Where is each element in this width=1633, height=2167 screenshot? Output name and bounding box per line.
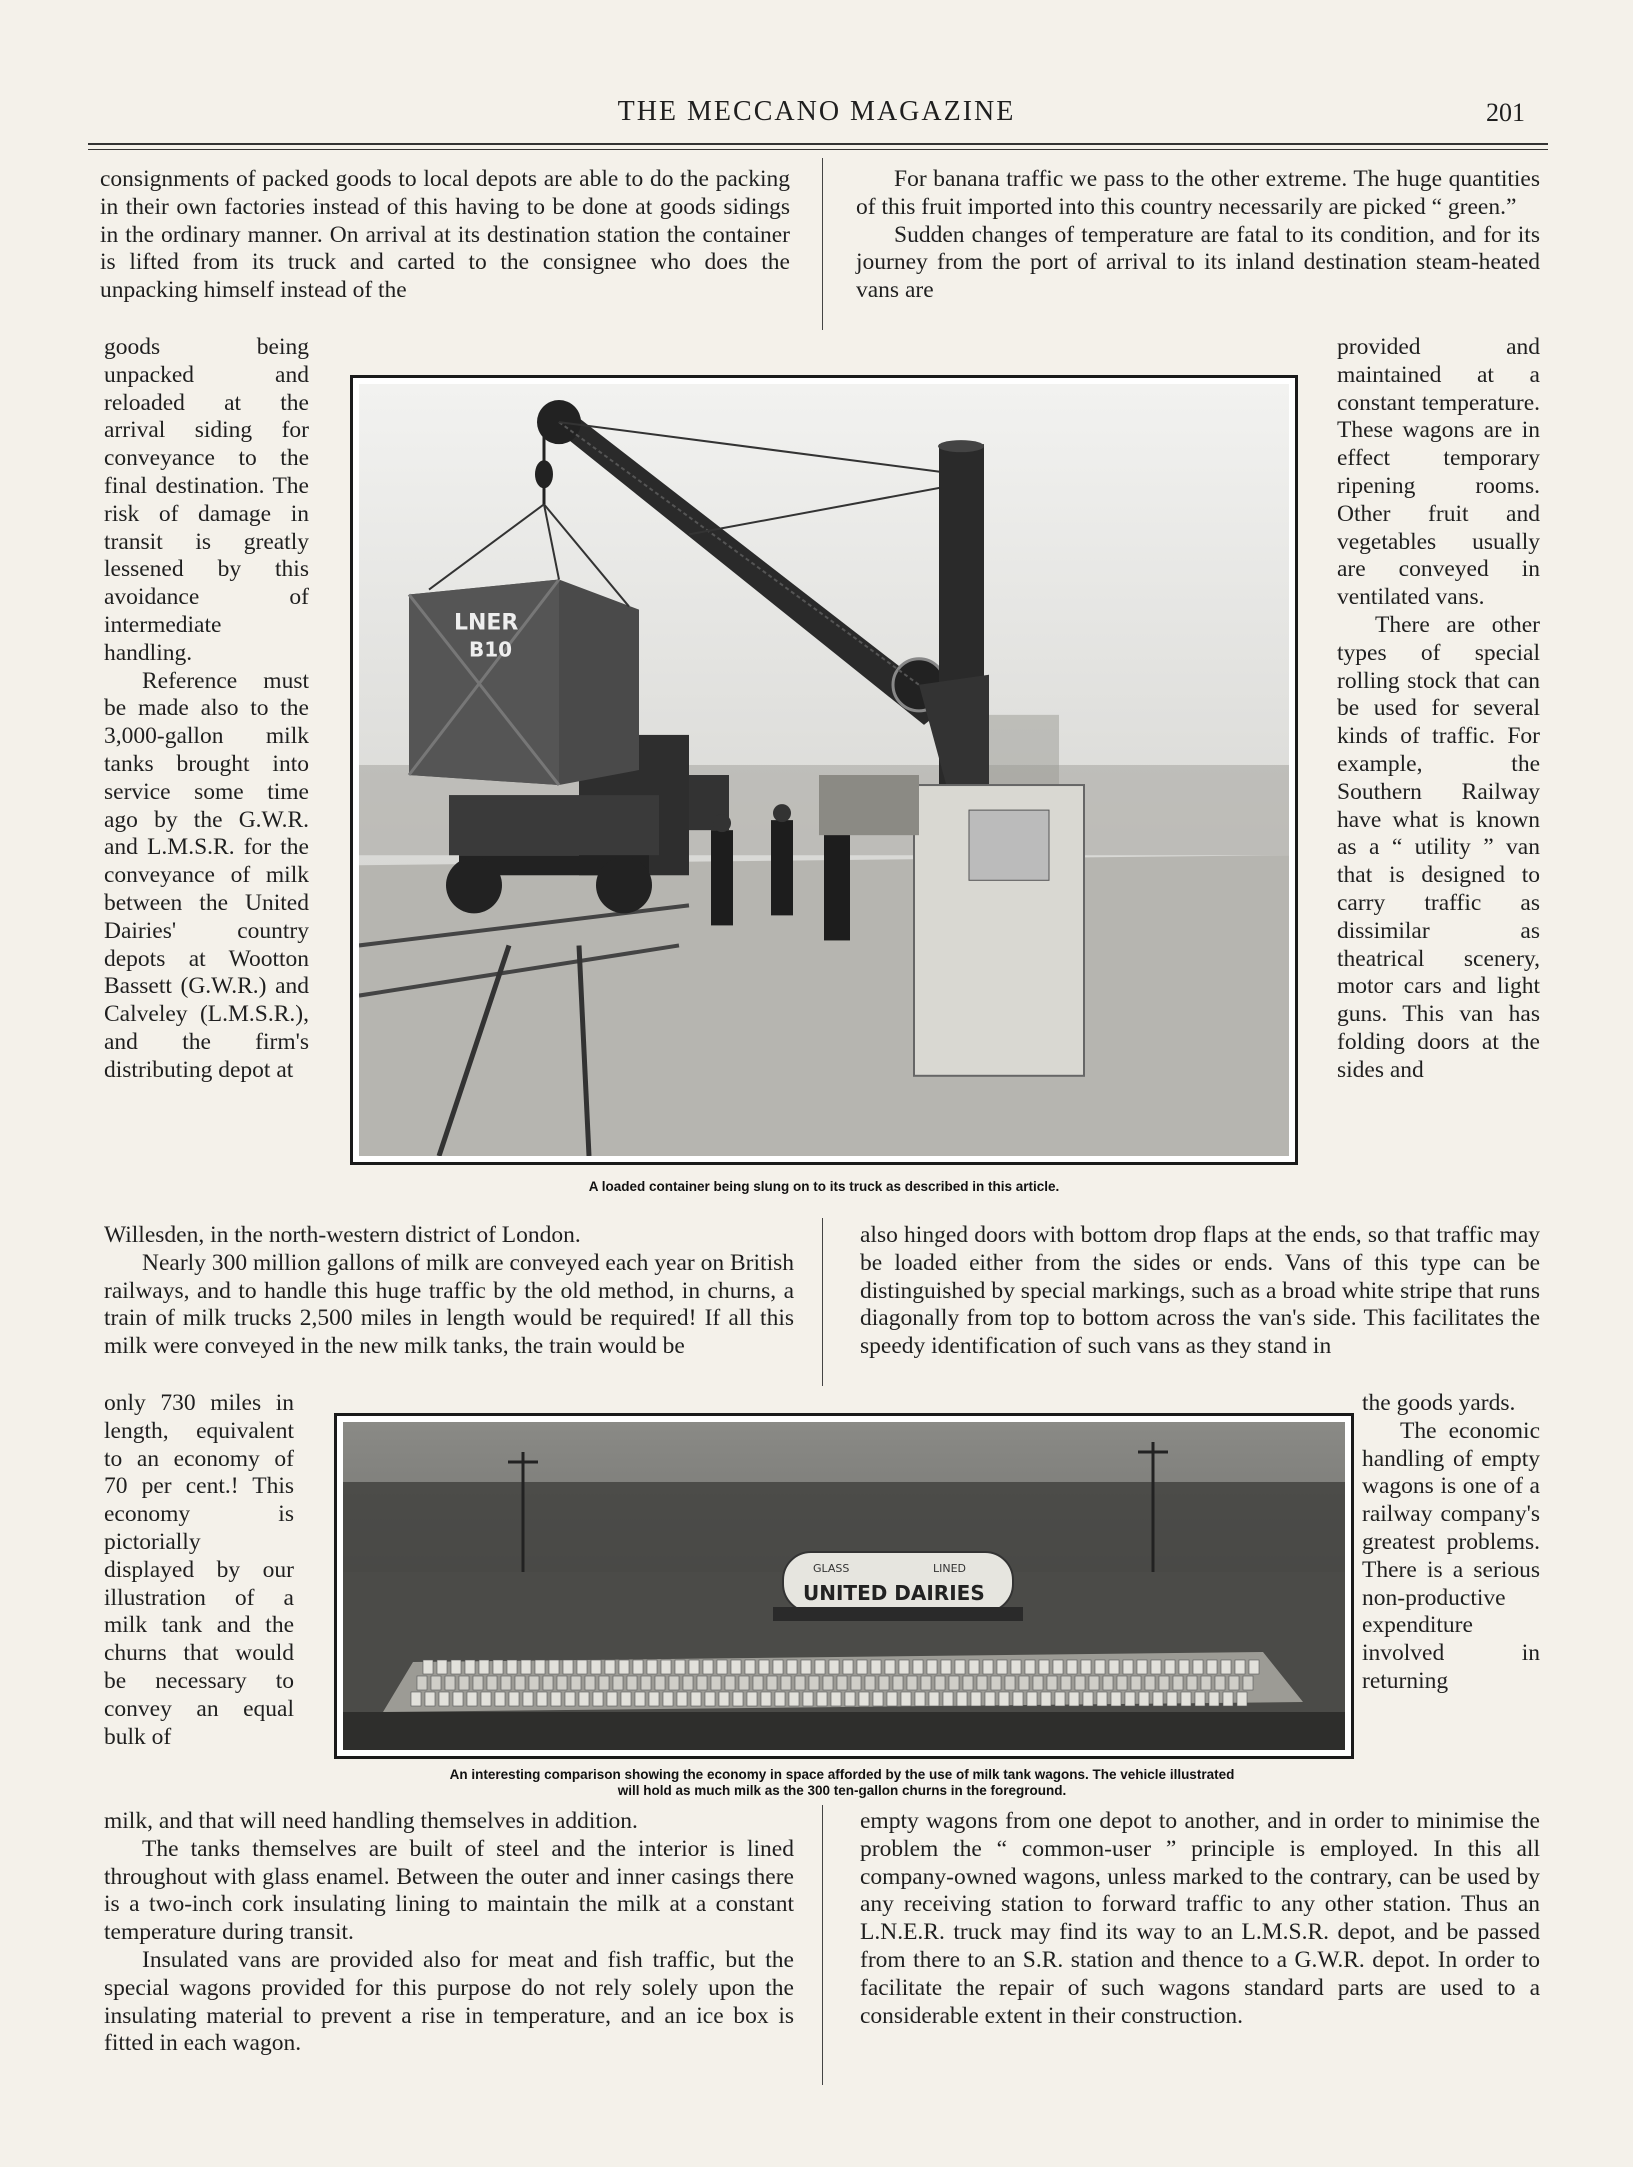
tank-text-2: LINED [933, 1562, 967, 1575]
figure-milk-tank-caption [322, 1767, 1362, 1799]
paragraph: provided and maintained at a constant temperature. These wagons are in effect temporary ripening rooms. Other fruit and vegetables usually are conveyed in ventilated vans. [1337, 334, 1540, 611]
container-marking-2: B10 [469, 637, 513, 662]
left-bottom-text [104, 1808, 794, 2058]
figure-milk-tank-photo [334, 1413, 1354, 1759]
milk-tank-illustration [343, 1422, 1345, 1750]
paragraph: The economic handling of empty wagons is one of a railway company's greatest problems. There is a serious non-productive expenditure involved in returning [1362, 1417, 1540, 1694]
right-narrow-text-1 [1337, 334, 1540, 1085]
column-divider-top [822, 158, 823, 330]
tank-text-3: UNITED DAIRIES [803, 1581, 985, 1605]
right-column-top-text [856, 166, 1540, 305]
figure-crane-caption: A loaded container being slung on to its truck as described in this article. [588, 1179, 1060, 1194]
header-rule-thin [88, 149, 1548, 150]
paragraph: Nearly 300 million gallons of milk are conveyed each year on British railways, and to handle this huge traffic by the old method, in churns, a train of milk trucks 2,500 miles in length would be required! If all this milk were conveyed in the new milk tanks, the train would be [104, 1249, 794, 1360]
right-narrow-text-3 [1362, 1390, 1540, 1696]
left-mid-text [104, 1222, 794, 1361]
right-bottom-text: empty wagons from one depot to another, and in order to minimise the problem the “ common-user ” principle is employed. In this all company-owned wagons, unless marked to the contrary, can be used by any receiving station to forward traffic to any other station. Thus an L.N.E.R. truck may find its way to an L.M.S.R. depot, and be passed from there to an S.R. station and thence to a G.W.R. depot. In order to facilitate the repair of such wagons standard parts are used to a considerable extent in their construction. [860, 1808, 1540, 2029]
figure-crane-photo [350, 375, 1298, 1165]
paragraph: Insulated vans are provided also for meat and fish traffic, but the special wagons provided for this purpose do not rely solely upon the insulating material to prevent a rise in temperature, and an ice box is fitted in each wagon. [104, 1946, 794, 2057]
page-header-title: THE MECCANO MAGAZINE [617, 96, 1016, 127]
paragraph: The tanks themselves are built of steel and the interior is lined throughout with glass enamel. Between the outer and inner casings there is a two-inch cork insulating lining to maintain the milk at a constant temperature during transit. [104, 1835, 794, 1946]
tank-text-1: GLASS [813, 1562, 850, 1575]
crane-illustration [359, 384, 1289, 1156]
paragraph: goods being unpacked and reloaded at the arrival siding for conveyance to the final destination. The risk of damage in transit is greatly lessened by this avoidance of intermediate handling. [104, 334, 309, 666]
column-divider-middle [822, 1218, 823, 1386]
column-divider-bottom [822, 1805, 823, 2085]
caption-line: An interesting comparison showing the economy in space afforded by the use of milk tank wagons. The vehicle illustrated [449, 1767, 1235, 1782]
right-mid-text: also hinged doors with bottom drop flaps at the ends, so that traffic may be loaded either from the sides or ends. Vans of this type can be distinguished by special markings, such as a broad white stripe that runs diagonally from top to bottom across the van's side. This facilitates the speedy identification of such vans as they stand in [860, 1222, 1540, 1360]
paragraph: Reference must be made also to the 3,000-gallon milk tanks brought into service some time ago by the G.W.R. and L.M.S.R. for the conveyance of milk between the United Dairies' country depots at Wootton Bassett (G.W.R.) and Calveley (L.M.S.R.), and the firm's distributing depot at [104, 667, 309, 1083]
header-rule [88, 143, 1548, 145]
left-narrow-text-3: only 730 miles in length, equivalent to an economy of 70 per cent.! This economy is pictorially displayed by our illustration of a milk tank and the churns that would be necessary to convey an equal bulk of [104, 1390, 294, 1750]
paragraph: Sudden changes of temperature are fatal to its condition, and for its journey from the port of arrival to its inland destination steam-heated vans are [856, 221, 1540, 304]
caption-line: will hold as much milk as the 300 ten-gallon churns in the foreground. [617, 1783, 1067, 1798]
paragraph: For banana traffic we pass to the other extreme. The huge quantities of this fruit imported into this country necessarily are picked “ green.” [856, 166, 1540, 220]
page-number: 201 [1486, 98, 1525, 127]
paragraph: milk, and that will need handling themselves in addition. [104, 1808, 638, 1834]
paragraph: There are other types of special rolling stock that can be used for several kinds of traffic. For example, the Southern Railway have what is known as a “ utility ” van that is designed to carry traffic as dissimilar as theatrical scenery, motor cars and light guns. This van has folding doors at the sides and [1337, 611, 1540, 1083]
paragraph: Willesden, in the north-western district of London. [104, 1222, 581, 1248]
container-marking-1: LNER [454, 610, 519, 636]
left-column-top-text: consignments of packed goods to local depots are able to do the packing in their own factories instead of this having to be done at goods sidings in the ordinary manner. On arrival at its destination station the container is lifted from its truck and carted to the consignee who does the unpacking himself instead of the [100, 166, 790, 304]
paragraph: the goods yards. [1362, 1390, 1516, 1416]
left-narrow-text-1 [104, 334, 309, 1085]
